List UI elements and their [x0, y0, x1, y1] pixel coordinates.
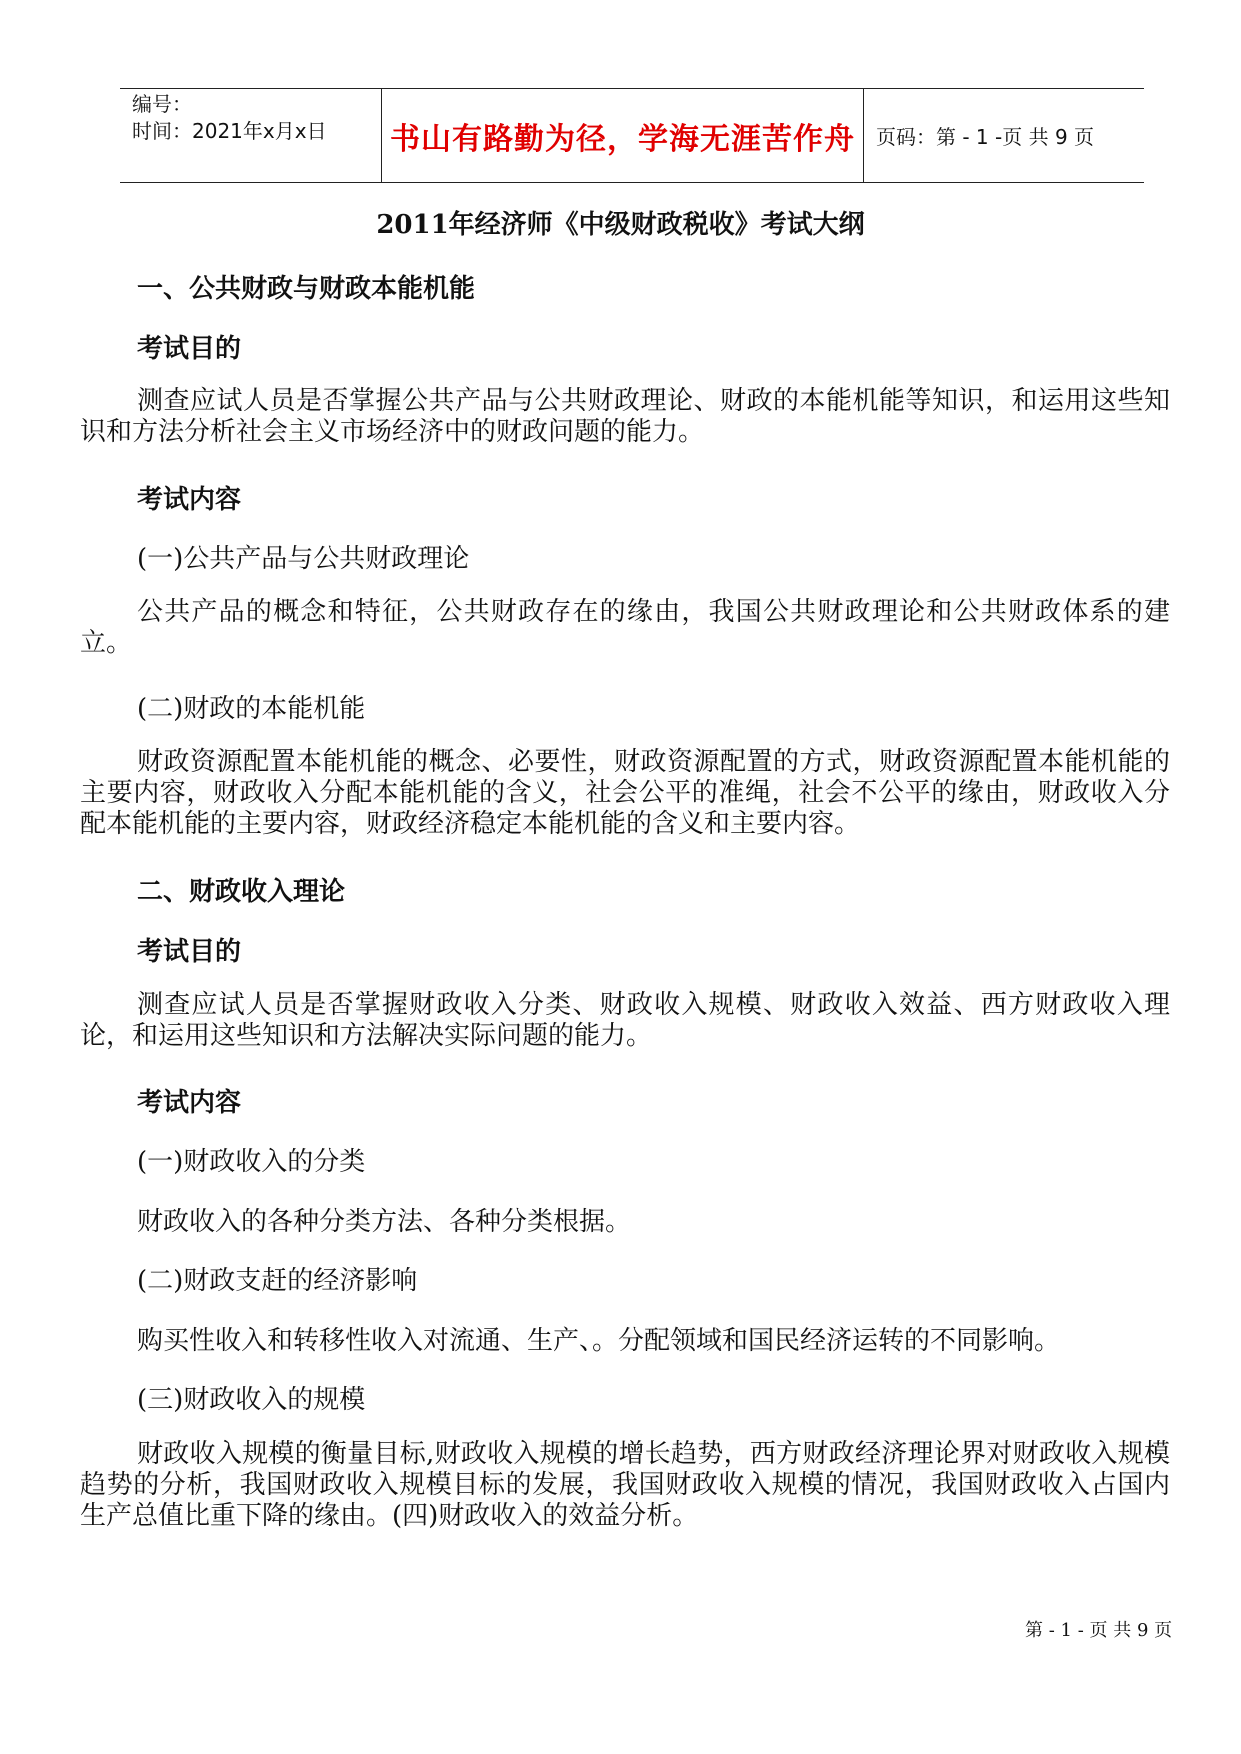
- section-2-content-heading: 考试内容: [137, 1088, 242, 1118]
- section-2-subheading-2: (二)财政支赶的经济影响: [137, 1266, 418, 1296]
- footer-page-number: 第 - 1 - 页 共 9 页: [1025, 1620, 1173, 1641]
- motto: 书山有路勤为径，学海无涯苦作舟: [381, 89, 864, 182]
- section-2-title: 二、财政收入理论: [137, 877, 346, 907]
- section-2-purpose-heading: 考试目的: [137, 937, 242, 967]
- document-title: 2011年经济师《中级财政税收》考试大纲: [376, 210, 865, 240]
- section-1-paragraph-2: 财政资源配置本能机能的概念、必要性，财政资源配置的方式，财政资源配置本能机能的主要内容，财政收入分配本能机能的含义，社会公平的准绳，社会不公平的缘由，财政收入分配本能机能的主要内容，财政经济稳定本能机能的含义和主要内容。: [80, 747, 1170, 839]
- page-label: 页码：第 - 1 -页 共 9 页: [876, 125, 1095, 149]
- section-2-paragraph-3: 财政收入规模的衡量目标,财政收入规模的增长趋势，西方财政经济理论界对财政收入规模趋势的分析，我国财政收入规模目标的发展，我国财政收入规模的情况，我国财政收入占国内生产总值比重下降的缘由。(四)财政收入的效益分析。: [80, 1439, 1170, 1531]
- section-1-subheading-2: (二)财政的本能机能: [137, 694, 366, 724]
- section-1-subheading-1: (一)公共产品与公共财政理论: [137, 544, 470, 574]
- section-2-paragraph-1: 财政收入的各种分类方法、各种分类根据。: [137, 1207, 632, 1237]
- time-label: 时间：2021年x月x日: [132, 119, 327, 143]
- section-1-purpose-paragraph: 测查应试人员是否掌握公共产品与公共财政理论、财政的本能机能等知识，和运用这些知识和方法分析社会主义市场经济中的财政问题的能力。: [80, 386, 1170, 447]
- section-2-subheading-1: (一)财政收入的分类: [137, 1147, 366, 1177]
- section-2-subheading-3: (三)财政收入的规模: [137, 1385, 366, 1415]
- header-info-cell: [120, 89, 381, 182]
- number-label: 编号：: [132, 92, 192, 116]
- section-1-title: 一、公共财政与财政本能机能: [137, 274, 476, 304]
- section-1-purpose-heading: 考试目的: [137, 334, 242, 364]
- section-2-purpose-paragraph: 测查应试人员是否掌握财政收入分类、财政收入规模、财政收入效益、西方财政收入理论，和运用这些知识和方法解决实际问题的能力。: [80, 990, 1170, 1051]
- section-2-paragraph-2: 购买性收入和转移性收入对流通、生产、。分配领域和国民经济运转的不同影响。: [137, 1326, 1061, 1356]
- header-table: [120, 88, 1144, 183]
- section-1-content-heading: 考试内容: [137, 485, 242, 515]
- section-1-paragraph-1: 公共产品的概念和特征，公共财政存在的缘由，我国公共财政理论和公共财政体系的建立。: [80, 597, 1170, 658]
